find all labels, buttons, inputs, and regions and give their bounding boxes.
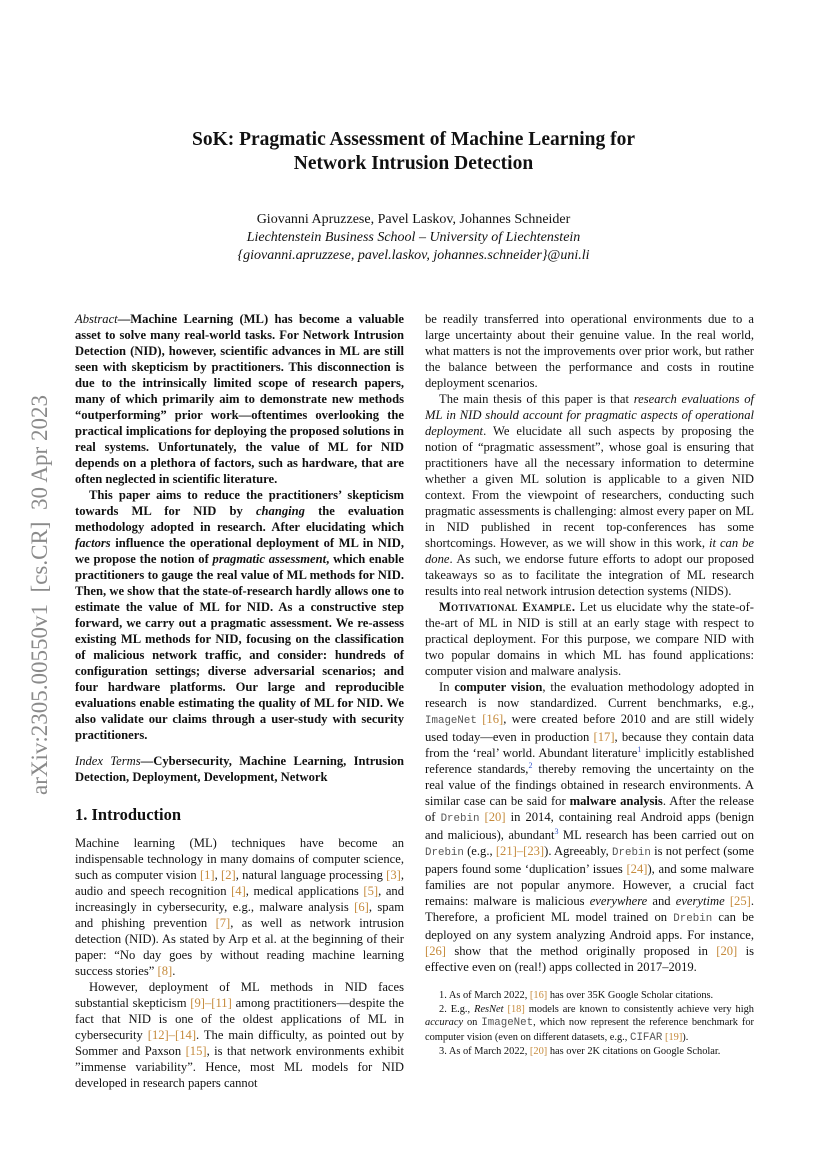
index-terms [75,753,404,785]
paragraph [425,1003,754,1046]
author-block [0,211,827,265]
citation-link[interactable]: [5] [363,884,379,898]
text: Let us elucidate why the state-of-the-art of ML in NID is still at an early stage with respect to practical deployment. For this purpose, we compare NID with two popular domains in which ML has found applications: computer vision and malware analysis. [425,600,754,678]
text: ). Agreeably, [544,844,612,858]
text: has over 35K Google Scholar citations. [547,990,714,1001]
text: and [647,894,676,908]
italic-text: Abstract [75,312,118,326]
emails: {giovanni.apruzzese, pavel.laskov, johannes.schneider}@uni.li [237,248,590,263]
citation-link[interactable]: [20] [529,1046,548,1058]
citation-link[interactable]: [20] [716,944,738,958]
bold-text: —Cybersecurity, Machine Learning, Intrusion Detection, Deployment, Development, Network [75,754,405,784]
title-line-2: Network Intrusion Detection [293,153,534,174]
text: on [463,1017,482,1029]
text: . The main difficulty, as pointed out by Sommer and Paxson [75,1028,405,1058]
text: (e.g., [463,844,496,858]
text: , were created before 2010 and are still widely used today—even in production [425,712,755,744]
text: . [172,964,176,978]
footnote-mark[interactable]: 2 [528,760,533,770]
text: in 2014, containing real Android apps (benign and malicious), abundant [425,810,754,842]
citation-link[interactable]: [8] [157,964,173,978]
italic-text: accuracy [425,1017,464,1029]
text: models are known to consistently achieve very high [524,1003,754,1015]
text: , natural language processing [235,868,387,882]
author-names: Giovanni Apruzzese, Pavel Laskov, Johannes Schneider [256,212,571,227]
text: Machine learning (ML) techniques have become an indispensable technology in many domains of computer science, such as computer vision [75,836,404,882]
citation-link[interactable]: [16] [482,712,504,726]
citation-link[interactable]: [3] [386,868,401,882]
arxiv-identifier: arXiv:2305.00550v1 [cs.CR] 30 Apr 2023 [27,395,52,795]
text: . After the release of [425,794,754,824]
text: , spam and phishing prevention [75,900,404,930]
italic-text: Index Terms [75,754,141,768]
citation-link[interactable]: [17] [593,730,615,744]
paper-title [0,128,827,176]
bold-italic-text: changing [255,504,305,518]
affiliation: Liechtenstein Business School – University of Liechtenstein [246,230,581,245]
citation-link[interactable]: [20] [484,810,506,824]
citation-link[interactable]: [1] [199,868,215,882]
text: show that the method originally proposed in [445,944,717,958]
section-heading-introduction: 1. Introduction [75,805,182,824]
text: , the evaluation methodology adopted in research is now standardized. Current benchmarks, e.g., [425,680,754,710]
paragraph [425,989,754,1003]
bold-text: computer vision [454,680,543,694]
paragraph [425,311,754,391]
bold-text: malware analysis [569,794,663,808]
text: thereby removing the uncertainty on the real value of the findings obtained in research environments. A similar case can be said for [425,762,754,808]
bold-text: influence the operational deployment of ML in NID, we propose the notion of [75,536,404,566]
text: among practitioners—despite the fact that NID is one of the oldest applications of ML in cybersecurity [75,996,404,1042]
text: can be deployed on any system analyzing Android apps. For instance, [425,910,754,942]
footnotes [425,989,754,1059]
text: , as well as network intrusion detection (NID). As stated by Arp et al. at the beginning of their paper: “No day goes by without reading machine learning success stories” [75,916,404,978]
paragraph [425,1045,754,1059]
intro-left-column [75,835,404,1091]
text: In [439,680,455,694]
citation-link[interactable]: [25] [729,894,751,908]
citation-link[interactable]: [9]–[11] [190,996,232,1010]
bold-italic-text: pragmatic assessment [212,552,327,566]
text: . As such, we endorse future efforts to adopt our proposed takeaways so as to facilitate the integration of ML research results into real network intrusion detection systems (NIDS). [425,552,754,598]
citation-link[interactable]: [16] [529,990,548,1001]
dataset-name: Drebin [612,847,651,859]
citation-link[interactable]: [4] [231,884,246,898]
right-column-wrapper [425,311,754,1059]
text: is not perfect (some papers found some ‘duplication’ issues [425,844,754,876]
abstract [75,311,404,743]
dataset-name: ImageNet [481,1017,534,1030]
text: is effective even on (real!) apps collected in 2017–2019. [425,944,754,974]
citation-link[interactable]: [12]–[14] [147,1028,197,1042]
citation-link[interactable]: [19] [664,1031,683,1043]
text: 2. E.g., [439,1003,475,1015]
right-column [425,311,754,975]
citation-link[interactable]: [15] [185,1044,207,1058]
italic-text: everywhere [589,894,648,908]
text: , [214,868,222,882]
dataset-name: Drebin [440,813,480,825]
paragraph [425,599,754,679]
paragraph [75,311,404,487]
citation-link[interactable]: [21]–[23] [495,844,545,858]
text: has over 2K citations on Google Scholar. [547,1046,721,1058]
title-line-1: SoK: Pragmatic Assessment of Machine Learning for [191,129,636,150]
paragraph-label: Motivational Example. [439,600,576,614]
text: , is that network environments exhibit ”immense variability”. Hence, most ML models for NID developed in research papers cannot [75,1044,404,1090]
footnote-mark[interactable]: 1 [637,744,642,754]
dataset-name: Drebin [425,847,464,859]
paragraph [75,487,404,743]
citation-link[interactable]: [26] [425,944,446,958]
paragraph [75,979,404,1091]
bold-text: This paper aims to reduce the practitioners’ skepticism towards ML for NID by [75,488,404,518]
dataset-name: CIFAR [629,1031,663,1044]
citation-link[interactable]: [7] [215,916,231,930]
text: , which now represent the reference benchmark for computer vision (even on different datasets, e.g., [425,1017,755,1043]
dataset-name: ImageNet [425,715,477,727]
italic-text: it can be done [425,536,754,566]
italic-text: ResNet [474,1003,504,1015]
text: ). [682,1031,689,1043]
citation-link[interactable]: [2] [221,868,236,882]
text: However, deployment of ML methods in NID faces substantial skepticism [75,980,404,1010]
text: ), and some malware families are not popular anymore. However, a crucial fact remains: malware is malicious [425,862,754,908]
italic-text: research evaluations of ML in NID should account for pragmatic aspects of operational deployment [425,392,754,438]
bold-text: the evaluation methodology adopted in research. After elucidating which [75,504,404,534]
bold-italic-text: factors [75,536,111,550]
text: , audio and speech recognition [75,868,404,898]
bold-text: —Machine Learning (ML) has become a valuable asset to solve many real-world tasks. For Network Intrusion Detection (NID), however, scientific advances in ML are still seen with skepticism by practitioners. This disconnection is due to the intrinsically limited scope of research papers, many of which primarily aim to demonstrate new methods “outperforming” prior work—oftentimes overlooking the practical implications for deploying the proposed solutions in real systems. Unfortunately, the value of ML for NID depends on a plethora of factors, such as hardware, that are often neglected in scientific literature. [75,312,404,486]
citation-link[interactable]: [24] [626,862,648,876]
italic-text: everytime [675,894,725,908]
text: , medical applications [245,884,364,898]
text: . Therefore, a proficient ML model trained on [425,894,754,924]
text: 1. As of March 2022, [439,990,530,1001]
text: , because they contain data from the ‘real’ world. Abundant literature [425,730,755,760]
text: 3. As of March 2022, [439,1046,530,1058]
citation-link[interactable]: [18] [507,1003,525,1015]
paragraph [425,679,754,975]
citation-link[interactable]: [6] [354,900,369,914]
paragraph [425,391,754,599]
dataset-name: Drebin [673,913,713,925]
text: . We elucidate all such aspects by proposing the notion of “pragmatic assessment”, whose goal is ensuring that practitioners have all the necessary information to determine whether a given ML solution is applicable to a given NID context. From the viewpoint of researchers, conducting such pragmatic assessments is challenging: almost every paper on ML in NID published in recent top-conferences has some shortcomings. However, as we will show in this work, [425,424,754,550]
footnote-mark[interactable]: 3 [554,826,559,836]
paragraph [75,835,404,979]
text: implicitly established reference standards, [425,746,754,776]
text: be readily transferred into operational environments due to a large uncertainty about their genuine value. In the real world, what matters is not the improvements over prior work, but rather the balance between the performance and costs in routine deployment scenarios. [425,312,754,390]
bold-text: , which enable practitioners to gauge the real value of ML methods for NID. Then, we show that the state-of-research hardly allows one to estimate the value of ML for NID. As a constructive step forward, we carry out a pragmatic assessment. We re-assess existing ML methods for NID, focusing on the classification of malicious network traffic, and consider: hundreds of configuration settings; diverse adversarial scenarios; and four hardware platforms. Our large and reproducible evaluations enable estimating the quality of ML for NID. We also validate our claims through a user-study with security practitioners. [75,552,405,742]
text: , and increasingly in cybersecurity, e.g., malware analysis [75,884,405,914]
text: ML research has been carried out on [558,828,755,842]
text: The main thesis of this paper is that [439,392,634,406]
left-column [75,311,404,1091]
